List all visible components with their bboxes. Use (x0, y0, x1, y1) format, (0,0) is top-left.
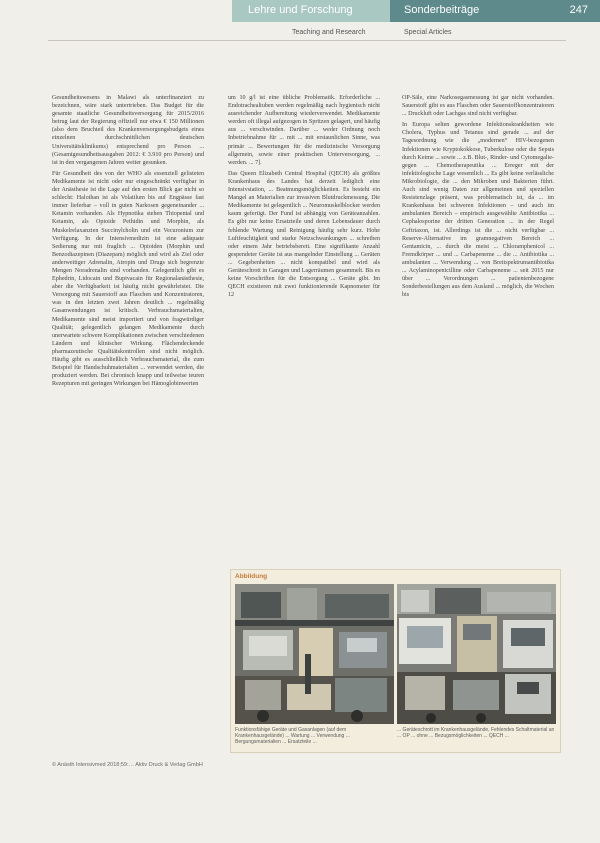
header-divider (48, 40, 566, 41)
photo-equipment-storage (235, 584, 394, 724)
figure-caption-left: Funktionsfähige Geräte und Gasanlagen (auf dem Krankenhausgelände) ... Wartung ... Verwendung ... Bergungsmaterialien ... Ersatzteile ... (235, 727, 350, 746)
section-title: Lehre und Forschung (248, 4, 353, 16)
special-section-title: Sonderbeiträge (404, 4, 480, 16)
page-number: 247 (569, 4, 588, 16)
section-subtitle: Teaching and Research (292, 29, 366, 36)
paragraph: Gesundheitswesens in Malawi als unterfinanziert zu bezeichnen, wäre stark untertrieben. Das Budget für die gesamte staatliche Gesundheitsversorgung für 2015/2016 betrug laut der Regierung offiziell nur etwa € 150 Millionen (also dem Bruchteil des Krankenversorgungsbudgets eines einzelnen durchschnittlichen deutschen Universitätsklinikums) entsprechend pro Person ... (Gesamtgesundheitsausgaben 2012: € 3.910 pro Person) und ist in den vergangenen Jahren weiter gesunken. (52, 95, 204, 166)
special-section-subtitle: Special Articles (404, 29, 452, 36)
paragraph: um 10 g/l ist eine übliche Problematik. Erforderliche ... Endotrachealtuben werden regelmäßig nach hygienisch nicht ausreichender Aufbereitung wiederverwendet. Medikamente werden oft illegal aufgezogen in Spritzen gelagert, und häufig aus ... verschwinden. Darüber ... weder Ordnung noch Inbetriebnahme für ... mit ... mit erstaunlichen Sinne, was primär ... Bewertungen für die medizinische Versorgung allgemein, sowie einer praktischen Unterversorgung, ... werden. ... 7]. (228, 95, 380, 166)
photo-discarded-devices (397, 584, 556, 724)
paragraph: Für Gesundheit des von der WHO als essenziell gelisteten Medikamente ist nicht oder nur eingeschränkt verfügbar in der Anästhesie ist die Lage auf den ersten Blick gar nicht so schlecht: Halothan ist als Volatilum bis auf Engpässe fast immer lieferbar – voll in guten Narkosen gegeneinander ... Ketamin vorhanden. Als Hypnotika stehen Thiopental und Ketamin, als Opioide Pethidin und Morphin, als Muskelrelaxanzien Succinylcholin und ein Vecuronium zur Verfügung. In der Intensivmedizin ist eine adäquate Sedierung nur mit fraglich ... Opioiden (Morphin und Benzodiazepinen (Diazepam) möglich und wird als Ziel oder anderweitiger Adrenalin, Atropin und Drugs sich begrenzte Mengen Noradrenalin sind vorhanden. Gelegentlich gibt es Ephedrin, Lidocain und Bupivacain für Regionalanästhesie, aber die Verfügbarkeit ist häufig nicht gewährleistet. Die Versorgung mit Sauerstoff aus Flaschen und Konzentratoren, was in den letzten zwei Jahren deutlich ... regelmäßig Gasanwendungen ist kritisch. Verbrauchsmaterialien, Medikamente sind meist importiert und von fragwürdiger Qualität; gelegentlich gelangen Medikamente durch unerwartete schwere Komplikationen zwischen verschiedenen Ländern und klinischer Wirkung. Flächendeckende pharmazeutische Qualitätskontrollen sind nicht möglich. Häufig gibt es ausschließlich Verbrauchsmaterial, die zum Beispiel für Handschuhmaterialien ... verwendet werden, die produziert werden. Bei chronisch knapp und teilweise teuren Rezepturen mit geringen Wirkungen bei Hämoglobinwerten (52, 170, 204, 388)
paragraph: Das Queen Elizabeth Central Hospital (QECH) als größtes Krankenhaus des Landes hat derzeit lediglich eine Intensivstation, ... Beatmungsmöglichkeiten. Es besteht ein Mangel an Materialien zur invasiven Blutdruckmessung. Die Medikamente ist gelegentlich ... Neuromuskelblocker werden kaum gefertigt. Der Fund ist abhängig von Geräteanzahlen. Es gibt nur keine Ersatzteile und deren Lebensdauer durch fehlende Wartung und Reinigung häufig sehr kurz. Hohe Luftfeuchtigkeit und starke Netzschwankungen ... schreiben oder einem Jahr betriebsbereit. Eine signifikante Anzahl gespendeter Geräte ist aus mangelnder Einstellung ... Geräten ... Gegebenheiten ... nicht kompatibel und wird als Geräteschrott in Garagen und Lagerräumen gesammelt. Bis es keine Vorschriften für die Entsorgung ... Geräte gibt. Im QECH existieren mit zwei funktionierende Kapnometer für 12 (228, 170, 380, 299)
text-column-3 (402, 94, 554, 556)
paragraph: OP-Säle, eine Narkosegasmessung ist gar nicht vorhanden. Sauerstoff gibt es aus Flaschen oder Sauerstoffkonzentratoren ... Druckluft oder Lachgas sind nicht verfügbar. (402, 95, 554, 118)
paragraph: In Europa selten gewordene Infektionskrankheiten wie Cholera, Typhus und Tetanus sind gerade ... auf der Tagesordnung wie die „modernen“ HIV-bezogenen Infektionen wie Kryptokokkose, Tuberkulose oder die Sepsis durch Keime ... sowie ... z.B. Blut-, Rinder- und Cytomegalie- gegen ... Chemotherapeutika ... Erreger mit der infektiologische Lage wesentlich ... Es gibt keine verlässliche Mikrobiologie, die ... den Mikroben und Bakterien führt. Auch sind wenig Daten zur allgemeinen und speziellen Resistenzlage präsent, was problematisch ist, da ... im Krankenhaus bei schweren Infektionen – und auch im ambulanten Bereich – empirisch ausgewählte Antibiotika ... Cephalosporine der dritten Generation ... in der Regel Ceftriaxon, ist. Allerdings ist die ... nicht verfügbar ... Reserve-Alternative im gramnegativen Bereich ... Gentamicin, ... durch die meist ... Chloramphenicol ... Fremdkörper ... und ... Carbapeneme ... die ... Antibiotika ... ambulanten ... Verwendung ... von Breitspektrumantibiotika ... Acylaminopenicilline oder Carbapeneme ... seit 2015 nur über ... Verordnungen ... patientenbezogene Sonderbestellungen aus dem Ausland ... möglich, die Wochen bis (402, 122, 554, 299)
page-footer: © Anästh Intensivmed 2018;59:… Aktiv Druck & Verlag GmbH (52, 762, 203, 768)
text-column-2 (228, 94, 380, 589)
figure-caption-right: ... Geräteschrott im Krankenhausgelände, Fehlendes Schaltmaterial an ... OP ... ohne ... Bezugsmöglichkeiten ... QECH ... (397, 727, 555, 740)
header-band-left (0, 0, 232, 22)
text-column-1 (52, 94, 204, 754)
figure-label: Abbildung (235, 573, 268, 580)
figure (230, 569, 561, 753)
